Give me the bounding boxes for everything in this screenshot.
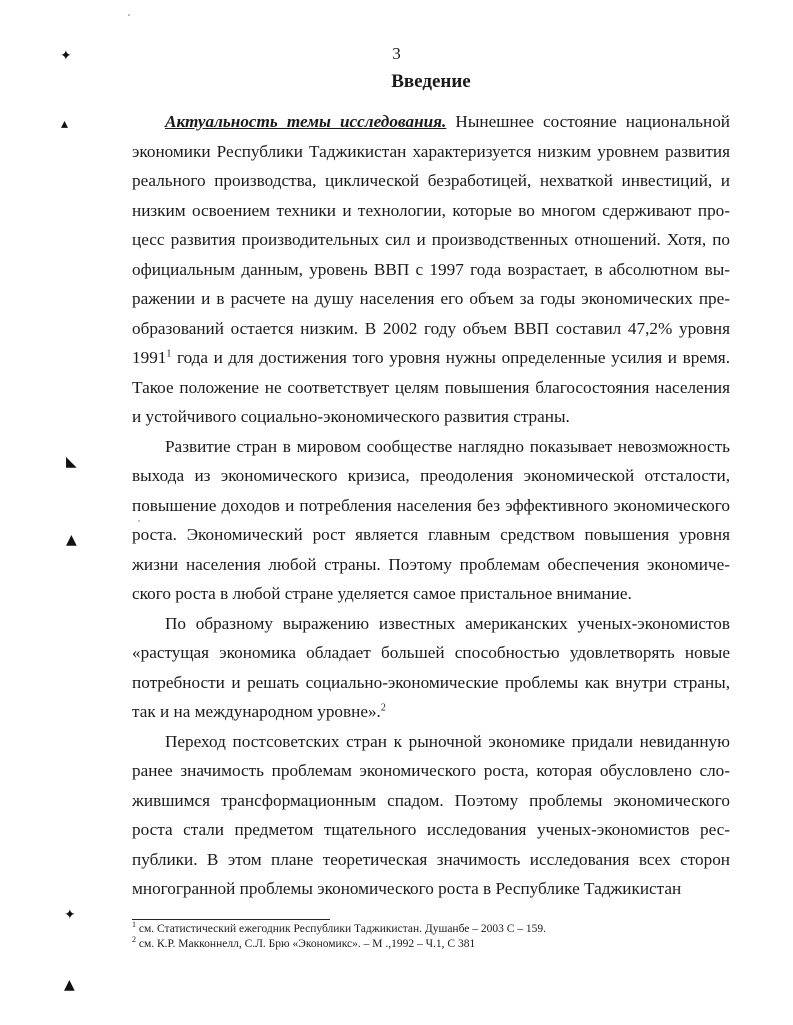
scan-mark-icon: ✦ xyxy=(64,907,76,923)
footnote-2 xyxy=(132,937,732,952)
paragraph-quote xyxy=(132,609,730,727)
intro-paragraph xyxy=(132,107,730,432)
scan-mark-icon: ▲ xyxy=(64,977,75,993)
scan-speck xyxy=(138,520,140,522)
paragraph-development: Развитие стран в мировом сообществе наглядно показывает невозможность выхода из экономического кризиса, преодоления экономической отсталости, повышение доходов и потребления населения без эффективного экономического роста. Экономический рост является главным средством повышения уровня жизни населения любой страны. Поэтому проблемам обеспечения экономического роста в любой стране уделяется самое пристальное внимание. xyxy=(132,436,730,603)
footnote-2-number: 2 xyxy=(132,935,136,945)
footnote-1-text: см. Статистический ежегодник Республики Таджикистан. Душанбе – 2003 С – 159. xyxy=(136,923,547,935)
scan-mark-icon: ▲ xyxy=(66,532,77,548)
footnote-2-text: см. К.Р. Макконнелл, С.Л. Брю «Экономикс». – М .,1992 – Ч.1, С 381 xyxy=(136,938,476,950)
intro-text-after: года и для достижения того уровня нужны определенные усилия и время. Такое положение не соответствует целям повышения благосостояния населения и устойчивого социально-экономического развития страны. xyxy=(132,348,730,426)
quote-text: По образному выражению известных американских ученых-экономистов «растущая экономика обладает большей способностью удовлетворять новые потребности и решать социально-экономические проблемы как внутри страны, так и на международном уровне». xyxy=(132,613,730,721)
footnote-ref-1: 1 xyxy=(166,348,172,360)
scan-mark-icon: ✦ xyxy=(60,48,72,64)
footnote-divider xyxy=(132,919,330,920)
footnote-ref-2: 2 xyxy=(380,702,386,714)
intro-text: Нынешнее состояние национальной экономики Республики Таджикистан характеризуется низким уровнем развития реального производства, циклической безработицей, нехваткой инвестиций, и низким освоением техники и технологии, которые во многом сдерживают процесс развития производительных сил и производственных отношений. Хотя, по официальным данным, уровень ВВП с 1997 года возрастает, в абсолютном выражении и в расчете на душу населения его объем за годы экономических преобразований остается низким. В 2002 году объем ВВП составил 47,2% уровня 1991 xyxy=(132,112,731,367)
footnote-1 xyxy=(132,922,732,937)
paragraph-transition: Переход постсоветских стран к рыночной экономике придали невиданную ранее значимость проблемам экономического роста, которая обусловлено сложившимся трансформационным спадом. Поэтому проблемы экономического роста стали предметом тщательного исследования ученых-экономистов республики. В этом плане теоретическая значимость исследования всех сторон многогранной проблемы экономического роста в Республике Таджикистан xyxy=(132,731,730,898)
page-number: 3 xyxy=(392,44,401,63)
footnote-1-number: 1 xyxy=(132,920,136,930)
page-title: Введение xyxy=(391,71,471,92)
scan-speck xyxy=(128,14,130,16)
body-text xyxy=(132,107,730,904)
scan-mark-icon: ◣ xyxy=(66,454,77,470)
lead-phrase: Актуальность темы исследования. xyxy=(165,112,447,131)
scan-mark-icon: ▴ xyxy=(61,116,69,132)
footnotes xyxy=(132,922,732,952)
